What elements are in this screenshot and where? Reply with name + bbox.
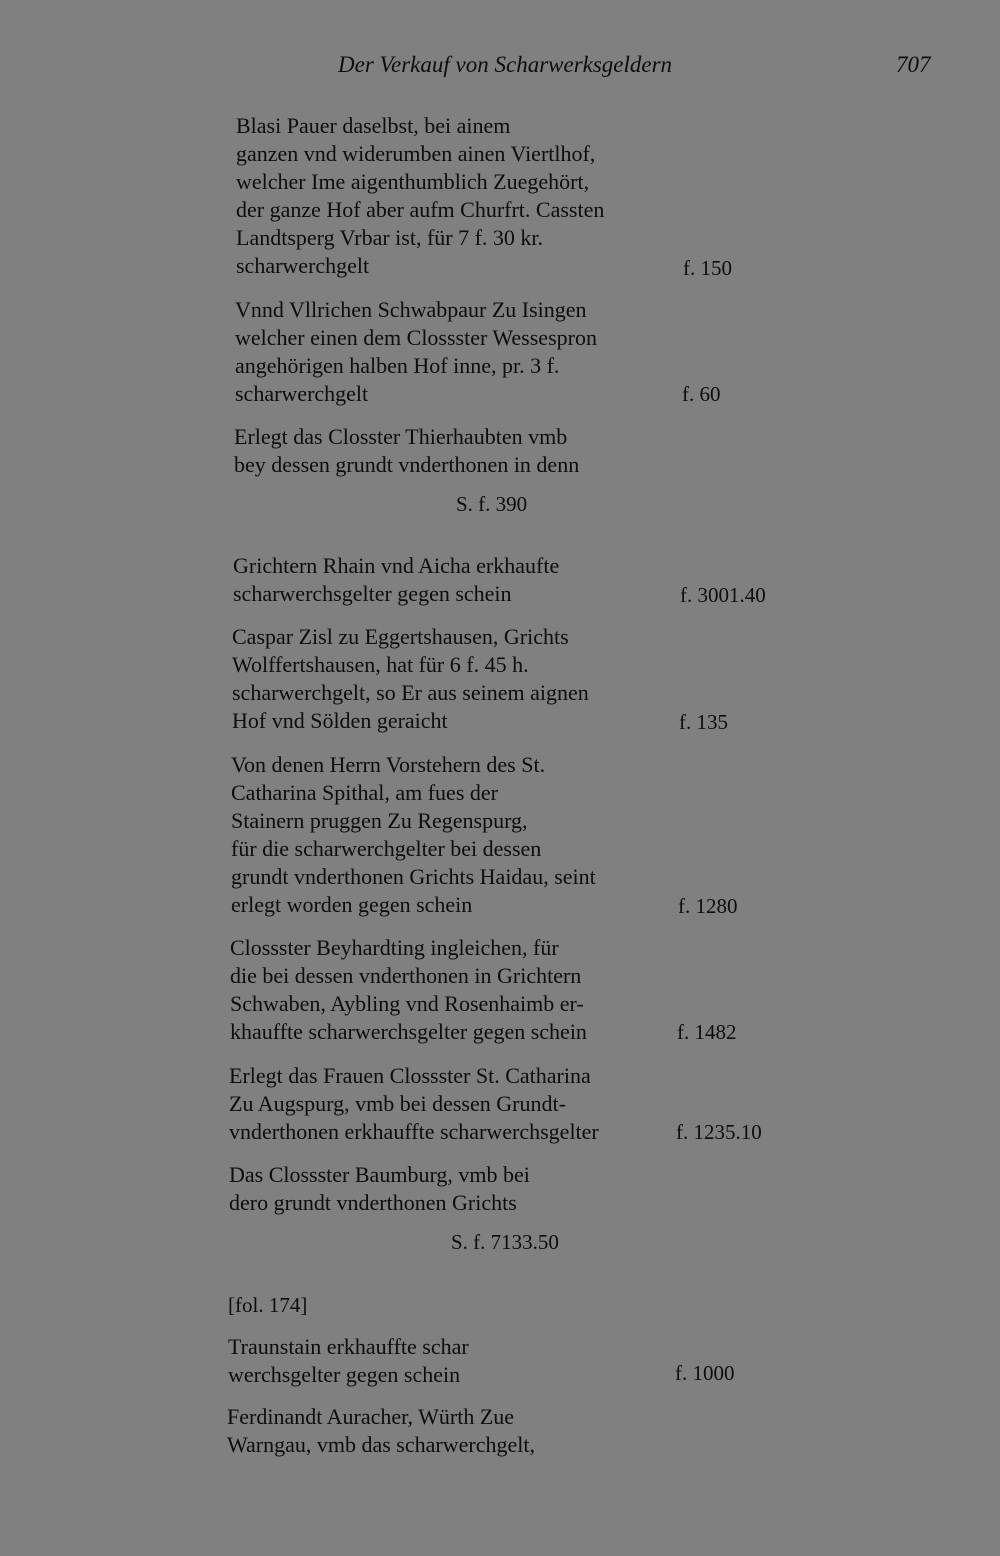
entry-amount: f. 1000 (675, 1361, 735, 1385)
entry-line: angehörigen halben Hof inne, pr. 3 f. (235, 353, 560, 378)
entry-amount: f. 150 (683, 256, 732, 280)
entry-line: Wolffertshausen, hat für 6 f. 45 h. (232, 652, 529, 677)
ledger-entry (235, 296, 597, 408)
ledger-entry (227, 1403, 535, 1459)
entry-line: Landtsperg Vrbar ist, für 7 f. 30 kr. (236, 225, 544, 250)
entry-line: Erlegt das Frauen Clossster St. Catharina (229, 1063, 591, 1088)
entry-line: Caspar Zisl zu Eggertshausen, Grichts (232, 624, 569, 649)
entry-line: Von denen Herrn Vorstehern des St. (231, 752, 546, 777)
ledger-entry (236, 112, 604, 280)
running-head (0, 52, 1000, 88)
ledger-entry (229, 1062, 599, 1146)
entry-line: die bei dessen vnderthonen in Grichtern (230, 963, 582, 988)
entry-line: dero grundt vnderthonen Grichts (229, 1190, 517, 1215)
entry-line: Catharina Spithal, am fues der (231, 780, 498, 805)
subtotal: S. f. 390 (456, 492, 528, 516)
ledger-entry (233, 552, 559, 608)
entry-line: erlegt worden gegen schein (231, 892, 473, 917)
entry-line: Ferdinandt Auracher, Würth Zue (227, 1404, 515, 1429)
entry-line: ganzen vnd widerumben ainen Viertlhof, (236, 141, 596, 166)
entry-line: khauffte scharwerchsgelter gegen schein (230, 1019, 587, 1044)
entry-line: scharwerchgelt (235, 381, 369, 406)
entry-amount: f. 1235.10 (676, 1120, 762, 1144)
entry-line: scharwerchsgelter gegen schein (233, 581, 512, 606)
page-number: 707 (896, 52, 931, 77)
entry-amount: f. 60 (682, 382, 721, 406)
entry-amount: f. 1482 (677, 1020, 737, 1044)
running-title: Der Verkauf von Scharwerksgeldern (338, 52, 673, 77)
ledger-entry (231, 751, 596, 919)
entry-line: Clossster Beyhardting ingleichen, für (230, 935, 559, 960)
entry-line: Blasi Pauer daselbst, bei ainem (236, 113, 511, 138)
entry-line: für die scharwerchgelter bei dessen (231, 836, 542, 861)
entry-line: Grichtern Rhain vnd Aicha erkhaufte (233, 553, 560, 578)
entry-line: Schwaben, Aybling vnd Rosenhaimb er- (230, 991, 584, 1016)
entry-line: Zu Augspurg, vmb bei dessen Grundt- (229, 1091, 566, 1116)
ledger-entry (230, 934, 587, 1046)
ledger-entry (234, 423, 579, 479)
entry-line: Vnnd Vllrichen Schwabpaur Zu Isingen (235, 297, 587, 322)
entry-amount: f. 135 (679, 710, 728, 734)
entry-line: vnderthonen erkhauffte scharwerchsgelter (229, 1119, 599, 1144)
entry-amount: f. 1280 (678, 894, 738, 918)
ledger-entry (229, 1161, 530, 1217)
entry-line: der ganze Hof aber aufm Churfrt. Cassten (236, 197, 605, 222)
subtotal: S. f. 7133.50 (451, 1230, 559, 1254)
entry-line: Warngau, vmb das scharwerchgelt, (227, 1432, 535, 1457)
entry-amount: f. 3001.40 (680, 583, 766, 607)
entry-line: Das Clossster Baumburg, vmb bei (229, 1162, 530, 1187)
entry-line: Stainern pruggen Zu Regenspurg, (231, 808, 528, 833)
entry-line: welcher einen dem Clossster Wessespron (235, 325, 597, 350)
entry-line: werchsgelter gegen schein (228, 1362, 461, 1387)
entry-line: Hof vnd Sölden geraicht (232, 708, 448, 733)
entry-line: Erlegt das Closster Thierhaubten vmb (234, 424, 568, 449)
ledger-entry (232, 623, 589, 735)
entry-line: scharwerchgelt, so Er aus seinem aignen (232, 680, 589, 705)
entry-line: welcher Ime aigenthumblich Zuegehört, (236, 169, 590, 194)
entry-line: grundt vnderthonen Grichts Haidau, seint (231, 864, 596, 889)
folio-reference: [fol. 174] (228, 1293, 308, 1317)
entry-line: bey dessen grundt vnderthonen in denn (234, 452, 580, 477)
ledger-entry (228, 1333, 469, 1389)
entry-line: scharwerchgelt (236, 253, 370, 278)
entry-line: Traunstain erkhauffte schar (228, 1334, 469, 1359)
